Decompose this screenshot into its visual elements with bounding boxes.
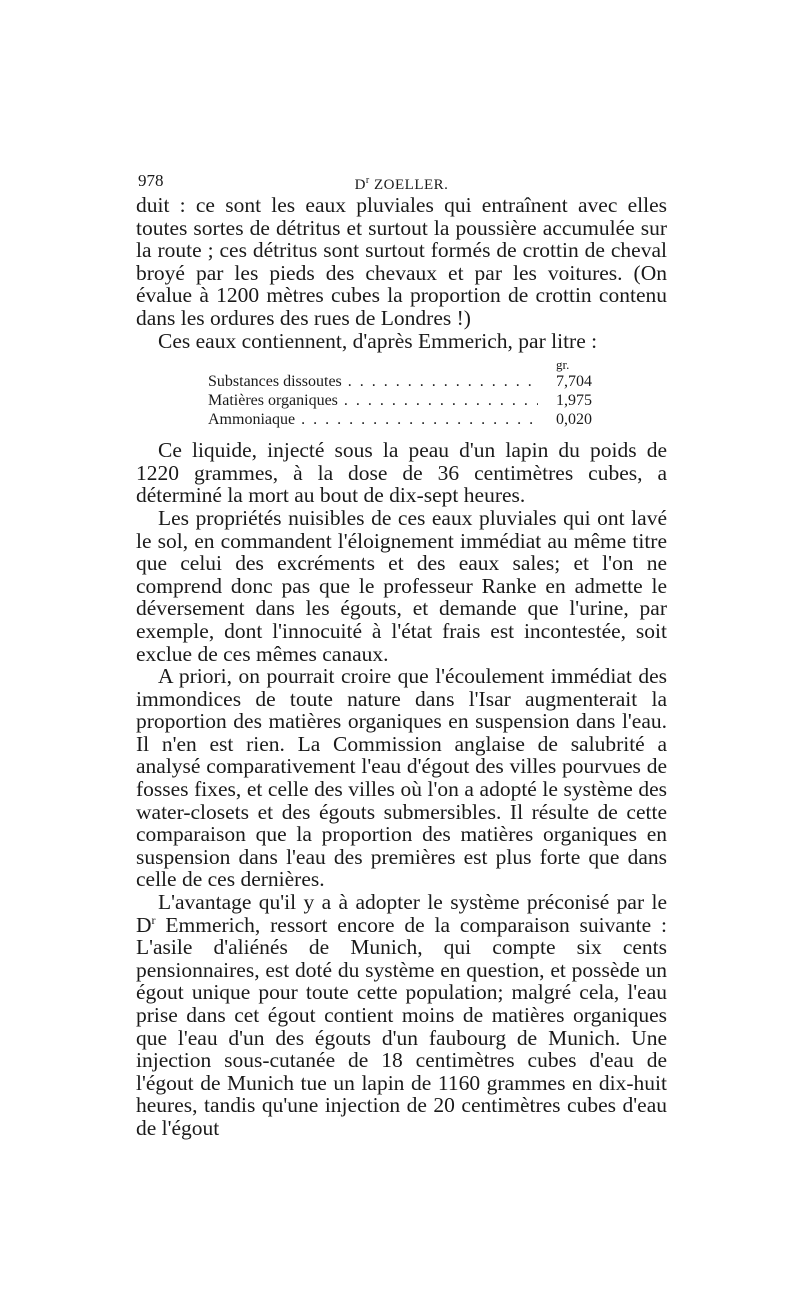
- table-row: [136, 372, 667, 391]
- paragraph: Ces eaux contiennent, d'après Emmerich, par litre :: [158, 328, 598, 353]
- page-header: [136, 168, 667, 194]
- paragraph: Les propriétés nuisibles de ces eaux pluviales qui ont lavé le sol, en commandent l'éloignement immédiat au même titre que celui des excréments et des eaux sales; et l'on ne comprend donc pas que le professeur Ranke en admette le déversement dans les égouts, et demande que l'urine, par exemple, dont l'innocuité à l'état frais est incontestée, soit exclue de ces mêmes canaux.: [136, 505, 667, 666]
- paragraph: Ce liquide, injecté sous la peau d'un lapin du poids de 1220 grammes, à la dose de 36 centimètres cubes, a déterminé la mort au bout de dix-sept heures.: [136, 438, 667, 508]
- table-unit: gr.: [556, 357, 570, 373]
- body-text: [136, 194, 667, 1140]
- table-row: [136, 391, 667, 410]
- page: [136, 168, 667, 1140]
- row-value: 7,704: [556, 373, 592, 391]
- paragraph-text: Emmerich, ressort encore de la comparaison suivante : L'asile d'aliénés de Munich, qui compte six cents pensionnaires, est doté du système en question, et possède un égout unique pour toute cette population; malgré cela, l'eau prise dans cet égout contient moins de matières organiques que l'eau d'un des égouts d'un faubourg de Munich. Une injection sous-cutanée de 18 centimètres cubes d'eau de l'égout de Munich tue un lapin de 1160 grammes en dix-huit heures, tandis qu'une injection de 20 centimètres cubes d'eau de l'égout: [136, 912, 667, 1140]
- running-title-prefix: D: [354, 177, 366, 193]
- paragraph: duit : ce sont les eaux pluviales qui entraînent avec elles toutes sortes de détritus et surtout la poussière accumulée sur la route ; ces détritus sont surtout formés de crottin de cheval broyé par les pieds des chevaux et par les voitures. (On évalue à 1200 mètres cubes la proportion de crottin contenu dans les ordures des rues de Londres !): [136, 193, 667, 330]
- composition-table: [136, 358, 667, 429]
- paragraph: A priori, on pourrait croire que l'écoulement immédiat des immondices de toute nature dans l'Isar augmenterait la proportion des matières organiques en suspension dans l'eau. Il n'en est rien. La Commission anglaise de salubrité a analysé comparativement l'eau d'égout des villes pourvues de fosses fixes, et celle des villes où l'on a adopté le système des water-closets et des égouts submersibles. Il résulte de cette comparaison que la proportion des matières organiques en suspension dans l'eau des premières est plus forte que dans celle de ces dernières.: [136, 664, 667, 892]
- running-title-sup: r: [365, 175, 370, 186]
- paragraph: [136, 891, 667, 1140]
- row-label: Ammoniaque . . .: [208, 410, 538, 429]
- superscript: r: [151, 912, 156, 927]
- row-label: Matières organiques . . .: [208, 391, 538, 410]
- row-label: Substances dissoutes . . .: [208, 372, 538, 391]
- running-title-name: ZOELLER.: [369, 177, 449, 193]
- paragraph-text: L'avantage qu'il y a à adopter le système préconisé par le D: [136, 890, 667, 937]
- page-number: 978: [138, 171, 164, 190]
- table-row: [136, 410, 667, 429]
- row-value: 0,020: [556, 411, 592, 429]
- running-title: [136, 168, 667, 198]
- row-value: 1,975: [556, 392, 592, 410]
